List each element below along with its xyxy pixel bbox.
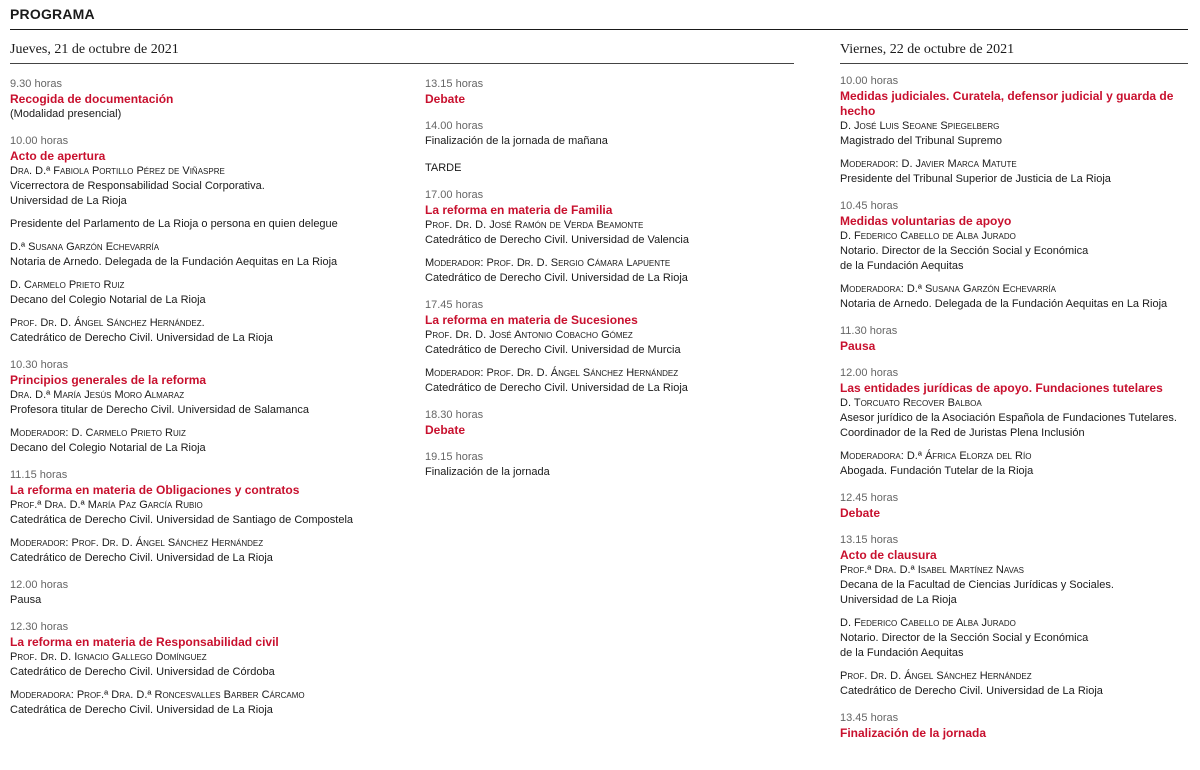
session-detail: Catedrática de Derecho Civil. Universidad de La Rioja — [10, 704, 273, 716]
schedule-item — [425, 188, 825, 286]
schedule-item — [840, 324, 1195, 354]
speaker-name: D. José Luis Seoane Spiegelberg — [840, 120, 1000, 132]
session-detail: Catedrático de Derecho Civil. Universidad de La Rioja — [425, 272, 688, 284]
session-title: Recogida de documentación — [10, 92, 174, 106]
speaker-name: Moderador: Prof. Dr. D. Ángel Sánchez Hernández — [10, 537, 264, 549]
session-detail: Finalización de la jornada — [425, 466, 550, 478]
schedule-item — [840, 74, 1195, 187]
block-gap — [10, 680, 410, 688]
speaker-name: D.ª Susana Garzón Echevarría — [10, 241, 160, 253]
session-detail: Notaria de Arnedo. Delegada de la Fundación Aequitas en La Rioja — [10, 256, 338, 268]
session-detail: (Modalidad presencial) — [10, 108, 122, 120]
block-gap — [840, 441, 1195, 449]
session-detail: Asesor jurídico de la Asociación Española de Fundaciones Tutelares. — [840, 412, 1177, 424]
schedule-item — [10, 620, 410, 718]
session-time: 17.00 horas — [425, 189, 484, 201]
session-title: Debate — [840, 506, 881, 520]
session-detail: Catedrático de Derecho Civil. Universidad de Valencia — [425, 234, 689, 246]
schedule-item — [10, 358, 410, 456]
schedule-item — [425, 77, 825, 107]
speaker-name: Prof. Dr. D. Ángel Sánchez Hernández — [840, 670, 1032, 682]
schedule-item — [425, 450, 825, 480]
session-time: 14.00 horas — [425, 120, 484, 132]
speaker-name: Moderadora: D.ª África Elorza del Río — [840, 450, 1032, 462]
session-title: La reforma en materia de Familia — [425, 203, 613, 217]
schedule-column-2 — [425, 77, 825, 492]
schedule-item — [10, 468, 410, 566]
session-time: 17.45 horas — [425, 299, 484, 311]
schedule-item — [10, 578, 410, 608]
session-detail: Presidente del Tribunal Superior de Justicia de La Rioja — [840, 173, 1111, 185]
session-detail: Catedrático de Derecho Civil. Universidad de La Rioja — [425, 382, 688, 394]
speaker-name: D. Torcuato Recover Balboa — [840, 397, 982, 409]
speaker-name: D. Federico Cabello de Alba Jurado — [840, 617, 1016, 629]
session-time: 13.45 horas — [840, 712, 899, 724]
session-detail: Presidente del Parlamento de La Rioja o persona en quien delegue — [10, 218, 338, 230]
block-gap — [10, 232, 410, 240]
session-detail: Catedrático de Derecho Civil. Universidad de Córdoba — [10, 666, 275, 678]
session-title: Finalización de la jornada — [840, 726, 987, 740]
schedule-item — [840, 533, 1195, 699]
speaker-name: Moderador: Prof. Dr. D. Ángel Sánchez Hernández — [425, 367, 679, 379]
speaker-name: Prof. Dr. D. Ángel Sánchez Hernández. — [10, 317, 205, 329]
schedule-item — [10, 77, 410, 122]
session-time: 18.30 horas — [425, 409, 484, 421]
schedule-item — [10, 134, 410, 346]
session-time: 10.00 horas — [10, 135, 69, 147]
session-detail: Notario. Director de la Sección Social y Económica — [840, 632, 1089, 644]
session-detail: Catedrático de Derecho Civil. Universidad de La Rioja — [10, 552, 273, 564]
speaker-name: Prof.ª Dra. D.ª María Paz García Rubio — [10, 499, 203, 511]
session-detail: Vicerrectora de Responsabilidad Social Corporativa. — [10, 180, 265, 192]
block-gap — [840, 661, 1195, 669]
day-heading-thursday: Jueves, 21 de octubre de 2021 — [10, 42, 179, 57]
header — [10, 6, 1188, 30]
session-detail: Abogada. Fundación Tutelar de la Rioja — [840, 465, 1034, 477]
session-detail: Magistrado del Tribunal Supremo — [840, 135, 1003, 147]
block-gap — [425, 358, 825, 366]
block-gap — [840, 608, 1195, 616]
schedule-item — [840, 199, 1195, 312]
speaker-name: Prof. Dr. D. José Antonio Cobacho Gómez — [425, 329, 633, 341]
block-gap — [10, 270, 410, 278]
session-time: 13.15 horas — [425, 78, 484, 90]
speaker-name: Moderador: D. Javier Marca Matute — [840, 158, 1017, 170]
schedule-item — [425, 161, 825, 176]
session-detail: Decano del Colegio Notarial de La Rioja — [10, 294, 206, 306]
session-detail: Catedrático de Derecho Civil. Universidad de La Rioja — [840, 685, 1103, 697]
block-gap — [840, 274, 1195, 282]
schedule-column-3 — [840, 74, 1195, 753]
day-divider — [840, 63, 1188, 64]
session-time: 12.30 horas — [10, 621, 69, 633]
session-detail: Coordinador de la Red de Juristas Plena Inclusión — [840, 427, 1085, 439]
speaker-name: Moderador: D. Carmelo Prieto Ruiz — [10, 427, 186, 439]
speaker-name: Moderador: Prof. Dr. D. Sergio Cámara Lapuente — [425, 257, 671, 269]
block-gap — [10, 209, 410, 217]
session-detail: Universidad de La Rioja — [840, 594, 957, 606]
session-detail: Pausa — [10, 594, 42, 606]
schedule-item — [840, 711, 1195, 741]
session-title: La reforma en materia de Sucesiones — [425, 313, 638, 327]
session-time: 10.45 horas — [840, 200, 899, 212]
session-title: Medidas judiciales. Curatela, defensor judicial y guarda de hecho — [840, 89, 1174, 118]
session-time: 19.15 horas — [425, 451, 484, 463]
schedule-item — [840, 366, 1195, 479]
session-title: Pausa — [840, 339, 876, 353]
page-title: PROGRAMA — [10, 6, 95, 22]
schedule-item — [425, 298, 825, 396]
session-title: Debate — [425, 92, 466, 106]
block-gap — [425, 248, 825, 256]
session-time: 13.15 horas — [840, 534, 899, 546]
session-time: 11.30 horas — [840, 325, 898, 337]
speaker-name: Prof. Dr. D. José Ramón de Verda Beamonte — [425, 219, 644, 231]
session-title: La reforma en materia de Obligaciones y contratos — [10, 483, 300, 497]
session-time: 12.00 horas — [840, 367, 899, 379]
speaker-name: D. Federico Cabello de Alba Jurado — [840, 230, 1016, 242]
schedule-item — [425, 408, 825, 438]
schedule-item — [840, 491, 1195, 521]
session-detail: Finalización de la jornada de mañana — [425, 135, 608, 147]
session-time: 11.15 horas — [10, 469, 68, 481]
block-gap — [10, 528, 410, 536]
block-gap — [10, 308, 410, 316]
session-time: 10.30 horas — [10, 359, 69, 371]
speaker-name: Prof.ª Dra. D.ª Isabel Martínez Navas — [840, 564, 1025, 576]
session-title: Debate — [425, 423, 466, 437]
speaker-name: Dra. D.ª María Jesús Moro Almaraz — [10, 389, 185, 401]
session-detail: Decana de la Facultad de Ciencias Jurídicas y Sociales. — [840, 579, 1114, 591]
session-detail: Catedrático de Derecho Civil. Universidad de La Rioja — [10, 332, 273, 344]
session-detail: de la Fundación Aequitas — [840, 260, 964, 272]
block-gap — [840, 149, 1195, 157]
speaker-name: Prof. Dr. D. Ignacio Gallego Domínguez — [10, 651, 207, 663]
session-detail: Notaria de Arnedo. Delegada de la Fundación Aequitas en La Rioja — [840, 298, 1168, 310]
session-title: Las entidades jurídicas de apoyo. Fundaciones tutelares — [840, 381, 1163, 395]
speaker-name: Dra. D.ª Fabiola Portillo Pérez de Viñaspre — [10, 165, 225, 177]
session-title: Principios generales de la reforma — [10, 373, 207, 387]
session-title: La reforma en materia de Responsabilidad civil — [10, 635, 279, 649]
session-detail: de la Fundación Aequitas — [840, 647, 964, 659]
session-detail: TARDE — [425, 162, 462, 174]
session-title: Medidas voluntarias de apoyo — [840, 214, 1012, 228]
session-time: 9.30 horas — [10, 78, 62, 90]
session-detail: Universidad de La Rioja — [10, 195, 127, 207]
day-divider — [10, 63, 794, 64]
session-detail: Profesora titular de Derecho Civil. Universidad de Salamanca — [10, 404, 309, 416]
day-heading-friday: Viernes, 22 de octubre de 2021 — [840, 42, 1015, 57]
session-time: 10.00 horas — [840, 75, 899, 87]
speaker-name: Moderadora: Prof.ª Dra. D.ª Roncesvalles Barber Cárcamo — [10, 689, 305, 701]
session-title: Acto de clausura — [840, 548, 937, 562]
session-time: 12.45 horas — [840, 492, 899, 504]
session-detail: Catedrático de Derecho Civil. Universidad de Murcia — [425, 344, 681, 356]
session-detail: Catedrática de Derecho Civil. Universidad de Santiago de Compostela — [10, 514, 354, 526]
speaker-name: D. Carmelo Prieto Ruiz — [10, 279, 125, 291]
session-title: Acto de apertura — [10, 149, 106, 163]
schedule-item — [425, 119, 825, 149]
block-gap — [10, 418, 410, 426]
speaker-name: Moderadora: D.ª Susana Garzón Echevarría — [840, 283, 1056, 295]
session-detail: Decano del Colegio Notarial de La Rioja — [10, 442, 206, 454]
schedule-column-1 — [10, 77, 410, 730]
session-detail: Notario. Director de la Sección Social y Económica — [840, 245, 1089, 257]
session-time: 12.00 horas — [10, 579, 69, 591]
